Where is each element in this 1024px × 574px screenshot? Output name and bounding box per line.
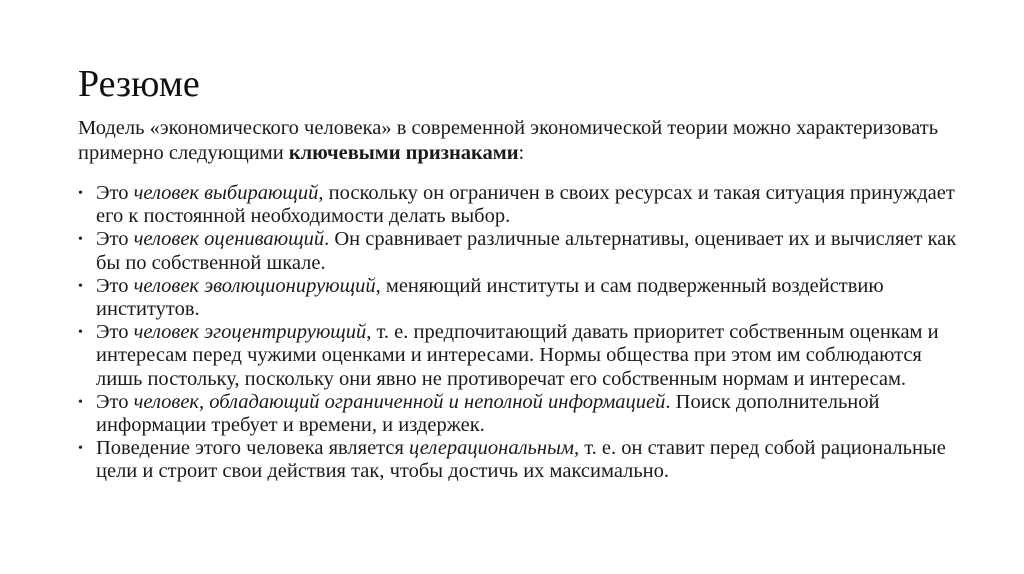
bullet-prefix: Поведение этого человека является — [96, 437, 410, 460]
bullet-prefix: Это — [96, 321, 134, 344]
bullet-item-chooser — [78, 182, 958, 228]
bullet-item-limited-info — [78, 391, 958, 437]
bullet-icon: • — [78, 278, 83, 294]
bullet-italic-term: человек оценивающий — [133, 228, 325, 251]
bullet-prefix: Это — [96, 274, 134, 297]
bullet-list — [78, 182, 958, 484]
bullet-text: , меняющий институты и сам подверженный воздействию институтов. — [96, 274, 884, 321]
bullet-icon: • — [78, 394, 83, 410]
bullet-icon: • — [78, 441, 83, 457]
slide-title: Резюме — [78, 63, 200, 105]
intro-text: Модель «экономического человека» в современной экономической теории можно характеризовать примерно следующими — [78, 117, 939, 164]
bullet-text: , т. е. он ставит перед собой рациональные цели и строит свои действия так, чтобы достичь их максимально. — [96, 437, 946, 483]
bullet-item-egocentric — [78, 321, 958, 391]
bullet-prefix: Это — [96, 390, 134, 413]
intro-bold-text: ключевыми признаками — [288, 142, 519, 164]
bullet-text: , т. е. предпочитающий давать приоритет собственным оценкам и интересам перед чужими оценками и интересами. Нормы общества при этом им соблюдаются лишь постольку, поскольку они явно не противоречат его собственным нормам и интересам. — [96, 321, 939, 390]
bullet-item-evolving — [78, 275, 958, 321]
bullet-italic-term: человек выбирающий — [133, 182, 319, 204]
bullet-italic-term: человек эволюционирующий — [133, 274, 376, 297]
bullet-italic-term: целерациональным — [409, 437, 575, 460]
bullet-italic-term: человек эгоцентрирующий — [133, 321, 367, 344]
bullet-item-goal-rational — [78, 437, 958, 483]
bullet-prefix: Это — [96, 228, 134, 251]
bullet-text: . Он сравнивает различные альтернативы, оценивает их и вычисляет как бы по собственной шкале. — [96, 228, 957, 274]
bullet-text: . Поиск дополнительной информации требует и времени, и издержек. — [96, 390, 880, 437]
bullet-icon: • — [78, 325, 83, 341]
bullet-text: , поскольку он ограничен в своих ресурсах и такая ситуация принуждает его к постоянной необходимости делать выбор. — [96, 182, 955, 228]
bullet-prefix: Это — [96, 182, 134, 204]
bullet-icon: • — [78, 232, 83, 248]
bullet-icon: • — [78, 186, 83, 201]
bullet-item-evaluator — [78, 228, 958, 274]
intro-paragraph — [78, 116, 958, 166]
intro-colon: : — [518, 142, 525, 164]
bullet-italic-term: человек, обладающий ограниченной и неполной информацией — [133, 390, 666, 413]
